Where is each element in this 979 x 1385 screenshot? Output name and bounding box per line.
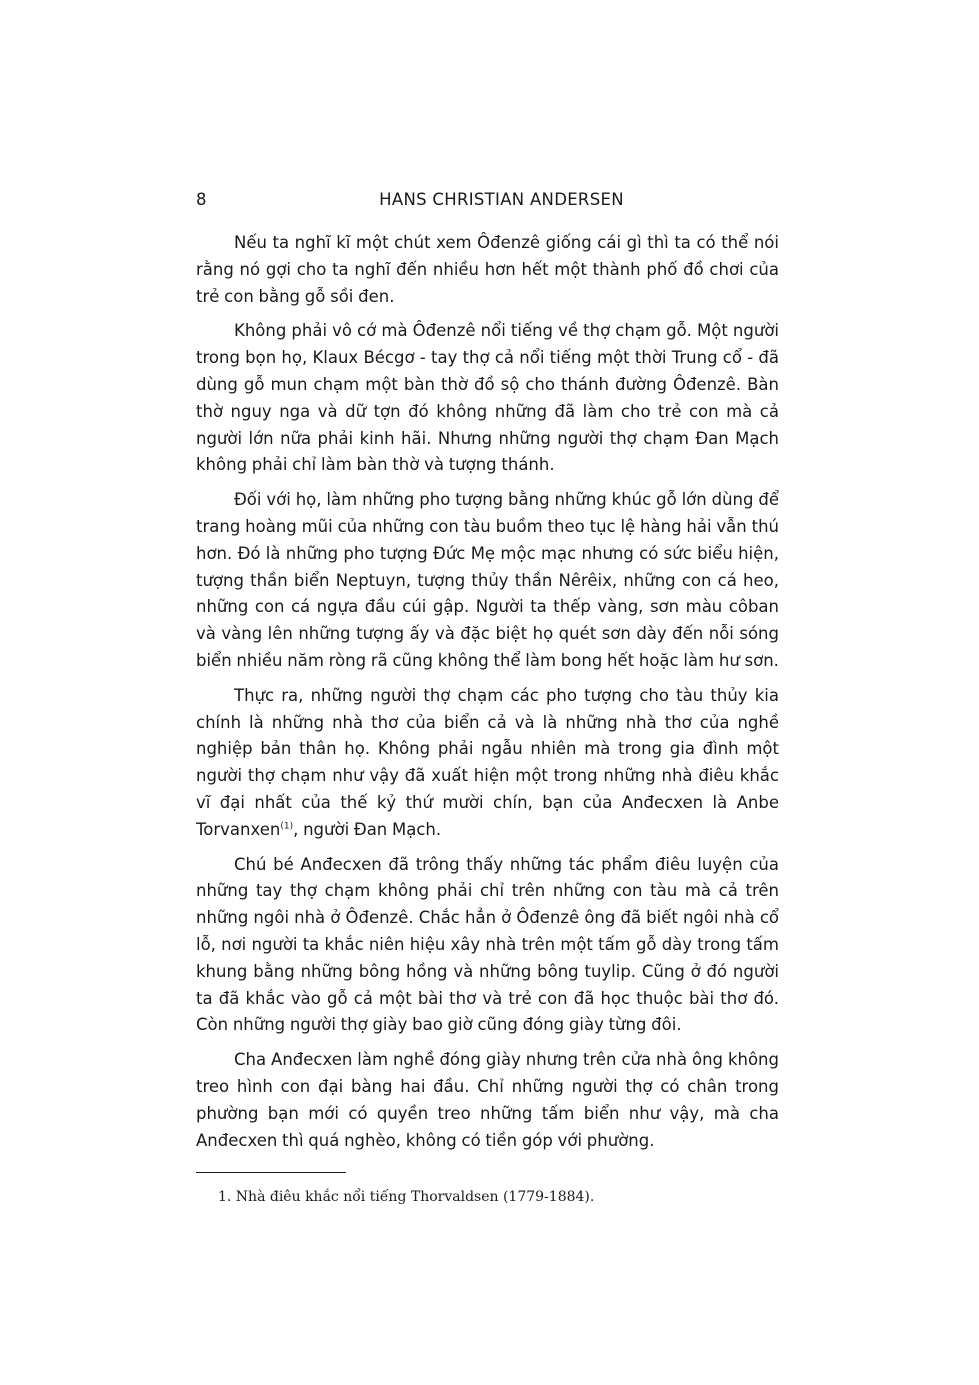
footnote: 1. Nhà điêu khắc nổi tiếng Thorvaldsen (1779-1884). bbox=[218, 1189, 595, 1206]
paragraph-4 bbox=[196, 683, 779, 844]
body-text bbox=[196, 230, 779, 1154]
paragraph-4-tail: , người Đan Mạch. bbox=[293, 819, 442, 839]
paragraph-3: Đối với họ, làm những pho tượng bằng những khúc gỗ lớn dùng để trang hoàng mũi của những con tàu buồm theo tục lệ hàng hải vẫn thú hơn. Đó là những pho tượng Đức Mẹ mộc mạc nhưng có sức biểu hiện, tượng thần biển Neptuyn, tượng thủy thần Nêrêix, những con cá heo, những con cá ngựa đầu cúi gập. Người ta thếp vàng, sơn màu côban và vàng lên những tượng ấy và đặc biệt họ quét sơn dày đến nỗi sóng biển nhiều năm ròng rã cũng không thể làm bong hết hoặc làm hư sơn. bbox=[196, 490, 779, 670]
paragraph-2: Không phải vô cớ mà Ôđenzê nổi tiếng về thợ chạm gỗ. Một người trong bọn họ, Klaux Bécgơ - tay thợ cả nổi tiếng một thời Trung cổ - đã dùng gỗ mun chạm một bàn thờ đồ sộ cho thánh đường Ôđenzê. Bàn thờ nguy nga và dữ tợn đó không những đã làm cho trẻ con mà cả người lớn nữa phải kinh hãi. Nhưng những người thợ chạm Đan Mạch không phải chỉ làm bàn thờ và tượng thánh. bbox=[196, 321, 779, 475]
paragraph-5: Chú bé Anđecxen đã trông thấy những tác phẩm điêu luyện của những tay thợ chạm không phải chỉ trên những con tàu mà cả trên những ngôi nhà ở Ôđenzê. Chắc hẳn ở Ôđenzê ông đã biết ngôi nhà cổ lỗ, nơi người ta khắc niên hiệu xây nhà trên một tấm gỗ dày trong tấm khung bằng những bông hồng và những bông tuylip. Cũng ở đó người ta đã khắc vào gỗ cả một bài thơ và trẻ con đã học thuộc bài thơ đó. Còn những người thợ giày bao giờ cũng đóng giày từng đôi. bbox=[196, 854, 779, 1035]
footnote-reference: (1) bbox=[280, 821, 294, 832]
paragraph-6: Cha Anđecxen làm nghề đóng giày nhưng trên cửa nhà ông không treo hình con đại bàng hai đầu. Chỉ những người thợ có chân trong phường bạn mới có quyền treo những tấm biển như vậy, mà cha Anđecxen thì quá nghèo, không có tiền góp với phường. bbox=[196, 1050, 779, 1150]
footnote-divider bbox=[196, 1172, 346, 1173]
paragraph-1: Nếu ta nghĩ kĩ một chút xem Ôđenzê giống cái gì thì ta có thể nói rằng nó gợi cho ta nghĩ đến nhiều hơn hết một thành phố đồ chơi của trẻ con bằng gỗ sồi đen. bbox=[196, 233, 779, 306]
running-title: HANS CHRISTIAN ANDERSEN bbox=[379, 190, 624, 209]
paragraph-4-text: Thực ra, những người thợ chạm các pho tượng cho tàu thủy kia chính là những nhà thơ của biển cả và là những nhà thơ của nghề nghiệp bản thân họ. Không phải ngẫu nhiên mà trong gia đình một người thợ chạm như vậy đã xuất hiện một trong những nhà điêu khắc vĩ đại nhất của thế kỷ thứ mười chín, bạn của Anđecxen là Anbe Torvanxen bbox=[196, 685, 779, 839]
page-number: 8 bbox=[196, 190, 207, 209]
page-header bbox=[196, 190, 779, 216]
book-page bbox=[196, 190, 779, 1207]
